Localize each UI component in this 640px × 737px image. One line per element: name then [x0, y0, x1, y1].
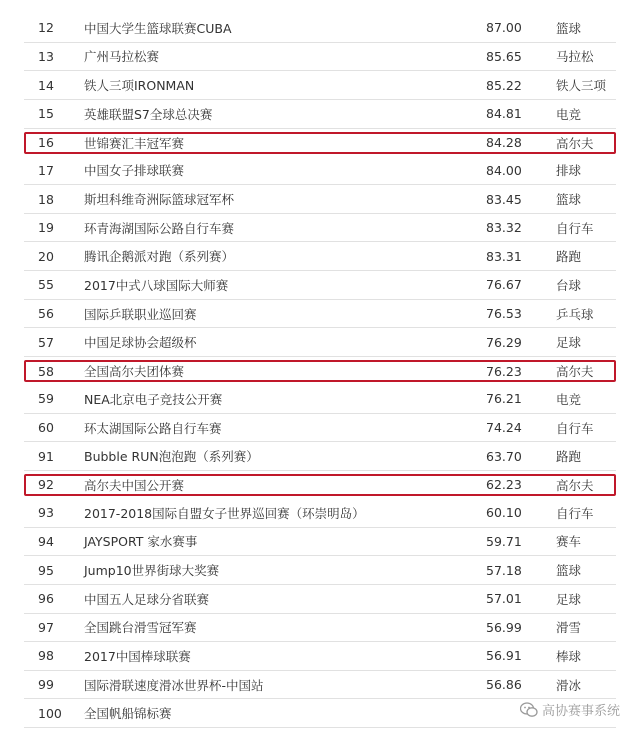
- table-row: [24, 71, 616, 100]
- cell-sport: 棒球: [556, 648, 582, 664]
- table-row: [24, 271, 616, 300]
- cell-name: 全国跳台滑雪冠军赛: [84, 620, 197, 636]
- cell-name: 环太湖国际公路自行车赛: [84, 420, 222, 436]
- cell-rank: 15: [38, 106, 54, 122]
- table-row: [24, 242, 616, 271]
- cell-rank: 99: [38, 677, 54, 693]
- table-row: [24, 671, 616, 700]
- cell-sport: 高尔夫: [556, 364, 594, 380]
- cell-sport: 马拉松: [556, 49, 594, 65]
- cell-score: 83.32: [486, 220, 522, 236]
- table-row: [24, 385, 616, 414]
- cell-name: 广州马拉松赛: [84, 49, 160, 65]
- cell-sport: 路跑: [556, 249, 582, 265]
- cell-score: 87.00: [486, 20, 522, 36]
- cell-sport: 赛车: [556, 534, 582, 550]
- cell-rank: 18: [38, 191, 54, 207]
- table-row: [24, 185, 616, 214]
- cell-sport: 篮球: [556, 563, 582, 579]
- cell-name: 斯坦科维奇洲际篮球冠军杯: [84, 192, 235, 208]
- cell-name: 腾讯企鹅派对跑（系列赛）: [84, 249, 235, 265]
- cell-score: 59.71: [486, 533, 522, 549]
- cell-score: 84.81: [486, 106, 522, 122]
- cell-name: Jump10世界街球大奖赛: [84, 563, 220, 579]
- table-row-highlighted: [24, 360, 616, 382]
- cell-sport: 路跑: [556, 449, 582, 465]
- watermark-text: 高协赛事系统: [541, 704, 620, 719]
- cell-name: 国际滑联速度滑冰世界杯-中国站: [84, 677, 264, 693]
- cell-rank: 56: [38, 306, 54, 322]
- cell-sport: 自行车: [556, 220, 594, 236]
- cell-sport: 篮球: [556, 192, 582, 208]
- cell-score: 63.70: [486, 448, 522, 464]
- cell-rank: 55: [38, 277, 54, 293]
- cell-rank: 96: [38, 591, 54, 607]
- cell-rank: 91: [38, 448, 54, 464]
- cell-score: 85.22: [486, 77, 522, 93]
- cell-name: 高尔夫中国公开赛: [84, 477, 185, 493]
- cell-rank: 13: [38, 48, 54, 64]
- cell-sport: 高尔夫: [556, 135, 594, 151]
- table-row: [24, 442, 616, 471]
- cell-score: 76.67: [486, 277, 522, 293]
- cell-score: 83.31: [486, 248, 522, 264]
- cell-score: 60.10: [486, 505, 522, 521]
- cell-score: 57.18: [486, 562, 522, 578]
- cell-name: 国际乒联职业巡回赛: [84, 306, 197, 322]
- cell-score: 84.00: [486, 162, 522, 178]
- cell-name: 全国高尔夫团体赛: [84, 364, 185, 380]
- cell-name: Bubble RUN泡泡跑（系列赛）: [84, 449, 259, 465]
- cell-rank: 60: [38, 420, 54, 435]
- cell-rank: 12: [38, 20, 54, 36]
- cell-rank: 97: [38, 619, 54, 635]
- wechat-icon: [520, 702, 538, 718]
- table-row: [24, 499, 616, 528]
- cell-rank: 94: [38, 533, 54, 549]
- cell-sport: 足球: [556, 591, 582, 607]
- cell-sport: 排球: [556, 163, 582, 179]
- table-row: [24, 528, 616, 557]
- table-row: [24, 214, 616, 243]
- cell-rank: 17: [38, 162, 54, 178]
- ranking-table: [24, 14, 616, 728]
- table-row: [24, 100, 616, 129]
- table-row: [24, 585, 616, 614]
- table-row: [24, 642, 616, 671]
- table-row-highlighted: [24, 132, 616, 154]
- cell-score: 85.65: [486, 48, 522, 64]
- cell-sport: 滑雪: [556, 620, 582, 636]
- table-row: [24, 328, 616, 357]
- table-row: [24, 556, 616, 585]
- cell-sport: 乒乓球: [556, 306, 594, 322]
- cell-name: 中国足球协会超级杯: [84, 335, 197, 351]
- table-row: [24, 157, 616, 186]
- cell-sport: 滑冰: [556, 677, 582, 693]
- cell-name: NEA北京电子竞技公开赛: [84, 391, 223, 407]
- cell-score: 83.45: [486, 191, 522, 207]
- cell-rank: 95: [38, 562, 54, 578]
- cell-name: 中国五人足球分省联赛: [84, 591, 210, 607]
- cell-sport: 电竞: [556, 106, 582, 122]
- cell-rank: 100: [38, 705, 62, 721]
- table-row: [24, 300, 616, 329]
- table-row: [24, 14, 616, 43]
- cell-score: 84.28: [486, 135, 522, 151]
- cell-score: 62.23: [486, 477, 522, 493]
- cell-score: 76.21: [486, 391, 522, 407]
- cell-name: 环青海湖国际公路自行车赛: [84, 220, 235, 236]
- cell-sport: 电竞: [556, 391, 582, 407]
- cell-score: 56.91: [486, 648, 522, 664]
- cell-name: 2017中国棒球联赛: [84, 648, 191, 664]
- cell-name: 全国帆船锦标赛: [84, 706, 172, 722]
- cell-rank: 20: [38, 248, 54, 264]
- cell-rank: 93: [38, 505, 54, 521]
- cell-rank: 59: [38, 391, 54, 407]
- table-row: [24, 614, 616, 643]
- cell-name: 英雄联盟S7全球总决赛: [84, 106, 213, 122]
- cell-score: 76.53: [486, 306, 522, 322]
- cell-sport: 铁人三项: [556, 78, 607, 94]
- cell-sport: 自行车: [556, 420, 594, 436]
- cell-rank: 57: [38, 334, 54, 350]
- cell-score: 76.23: [486, 363, 522, 379]
- cell-name: 2017中式八球国际大师赛: [84, 277, 229, 293]
- cell-name: 世锦赛汇丰冠军赛: [84, 135, 185, 151]
- cell-rank: 98: [38, 648, 54, 664]
- table-row: [24, 43, 616, 72]
- watermark: [520, 700, 620, 719]
- table-row-highlighted: [24, 474, 616, 496]
- cell-rank: 14: [38, 77, 54, 93]
- cell-score: 56.99: [486, 619, 522, 635]
- cell-name: 铁人三项IRONMAN: [84, 78, 195, 94]
- cell-sport: 高尔夫: [556, 477, 594, 493]
- cell-sport: 台球: [556, 277, 582, 293]
- cell-score: 56.86: [486, 677, 522, 693]
- cell-name: 2017-2018国际自盟女子世界巡回赛（环崇明岛）: [84, 505, 365, 521]
- table-row: [24, 414, 616, 443]
- cell-rank: 19: [38, 220, 54, 236]
- cell-sport: 篮球: [556, 20, 582, 36]
- cell-name: 中国大学生篮球联赛CUBA: [84, 20, 232, 36]
- cell-name: JAYSPORT 家水赛事: [84, 534, 198, 550]
- cell-rank: 92: [38, 477, 54, 493]
- cell-score: 76.29: [486, 334, 522, 350]
- cell-score: 57.01: [486, 591, 522, 607]
- cell-score: 74.24: [486, 420, 522, 435]
- cell-sport: 足球: [556, 335, 582, 351]
- cell-rank: 58: [38, 363, 54, 379]
- cell-name: 中国女子排球联赛: [84, 163, 185, 179]
- cell-rank: 16: [38, 135, 54, 151]
- cell-sport: 自行车: [556, 505, 594, 521]
